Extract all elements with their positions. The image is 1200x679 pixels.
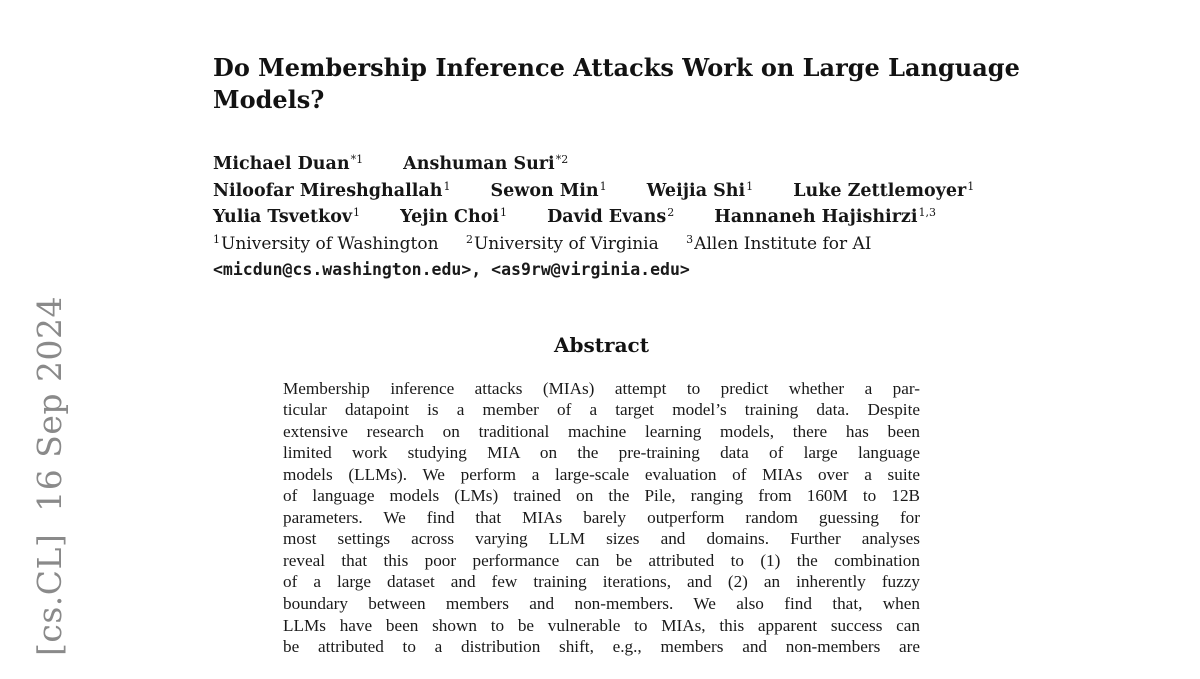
author	[213, 181, 450, 201]
paper-title: Do Membership Inference Attacks Work on Large Language Models?	[213, 53, 1020, 114]
author-superscript: 1	[599, 179, 607, 193]
affiliations-row	[213, 232, 1200, 258]
abstract-line: reveal that this poor performance can be attributed to (1) the combination	[283, 550, 920, 570]
abstract-line: parameters. We find that MIAs barely outperform random guessing for	[283, 507, 920, 527]
author-name: Sewon Min	[490, 180, 599, 201]
author-superscript: 1	[353, 206, 361, 219]
abstract-line: limited work studying MIA on the pre-training data of large language	[283, 443, 920, 463]
author	[213, 207, 360, 227]
author	[647, 181, 753, 201]
author	[213, 154, 363, 174]
author-superscript: 1	[443, 179, 451, 193]
abstract-line: Membership inference attacks (MIAs) attempt to predict whether a par-	[283, 378, 920, 398]
abstract-line: LLMs have been shown to be vulnerable to MIAs, this apparent success can	[283, 615, 920, 635]
author-name: Michael Duan	[213, 154, 350, 174]
affiliation-name: University of Washington	[221, 233, 439, 254]
abstract-line: be attributed to a distribution shift, e.g., members and non-members are	[283, 637, 920, 657]
abstract-line: most settings across varying LLM sizes and domains. Further analyses	[283, 529, 920, 549]
affiliation-name: Allen Institute for AI	[694, 233, 872, 254]
author-superscript: 1	[746, 179, 754, 193]
author-name: David Evans	[547, 207, 667, 227]
abstract-section	[283, 333, 920, 658]
authors-block	[213, 152, 1200, 281]
abstract-heading: Abstract	[554, 332, 649, 357]
author-row	[213, 152, 1200, 179]
author	[714, 207, 936, 227]
abstract-line: boundary between members and non-members. We also find that, when	[283, 593, 920, 613]
author	[547, 207, 674, 227]
affiliation-name: University of Virginia	[473, 233, 659, 254]
abstract-line: of language models (LMs) trained on the Pile, ranging from 160M to 12B	[283, 486, 920, 506]
abstract-body	[283, 378, 920, 658]
affiliation-superscript: 1	[213, 232, 220, 246]
author-superscript: 1	[500, 206, 508, 219]
author-emails: <micdun@cs.washington.edu>, <as9rw@virginia.edu>	[213, 259, 690, 279]
author-superscript: 1,3	[918, 206, 937, 219]
author-name: Luke Zettlemoyer	[793, 180, 967, 201]
affiliation	[213, 234, 439, 254]
arxiv-stamp: [cs.CL] 16 Sep 2024	[30, 295, 69, 656]
affiliation-superscript: 3	[686, 232, 694, 246]
author	[793, 181, 974, 201]
author-name: Yejin Choi	[400, 207, 500, 227]
author-name: Hannaneh Hajishirzi	[714, 207, 918, 227]
author	[403, 154, 568, 174]
author-superscript: *1	[350, 153, 364, 166]
affiliation-superscript: 2	[465, 232, 473, 246]
author	[400, 207, 507, 227]
author-row	[213, 179, 1200, 206]
author-row	[213, 205, 1200, 232]
author-superscript: *2	[555, 153, 569, 166]
author-name: Niloofar Mireshghallah	[213, 180, 443, 201]
abstract-line: ticular datapoint is a member of a target model’s training data. Despite	[283, 400, 920, 420]
abstract-line: models (LLMs). We perform a large-scale evaluation of MIAs over a suite	[283, 464, 920, 484]
author-name: Yulia Tsvetkov	[213, 207, 353, 227]
author	[491, 181, 607, 201]
affiliation	[466, 234, 659, 254]
author-superscript: 1	[967, 179, 975, 193]
author-name: Weijia Shi	[646, 180, 746, 201]
author-superscript: 2	[667, 206, 675, 219]
affiliation	[686, 234, 871, 254]
abstract-line: of a large dataset and few training iterations, and (2) an inherently fuzzy	[283, 572, 920, 592]
abstract-line: extensive research on traditional machine learning models, there has been	[283, 421, 920, 441]
author-name: Anshuman Suri	[403, 154, 555, 174]
